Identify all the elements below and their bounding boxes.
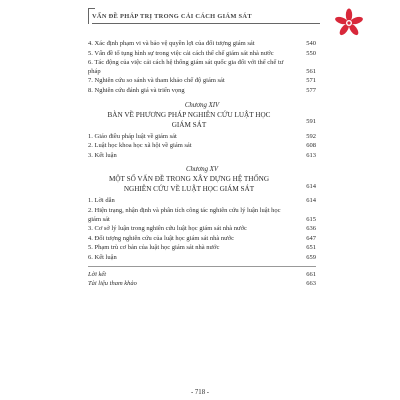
running-header	[66, 6, 334, 26]
header-title: VẤN ĐỀ PHÁP TRỊ TRONG CẢI CÁCH GIÁM SÁT	[92, 13, 252, 20]
toc-entry-page: 661	[306, 270, 316, 278]
chapter-heading-row[interactable]	[88, 110, 316, 130]
toc-entry[interactable]	[88, 40, 316, 49]
toc-entry-page: 540	[306, 40, 316, 47]
toc-entry-text: 2. Hiện trạng, nhận định và phân tích công tác nghiên cứu lý luận luật học giám sát	[88, 206, 281, 223]
toc-entry-page: 615	[306, 215, 316, 223]
toc-entry-page: 663	[306, 280, 316, 288]
toc-entry-text: 1. Lời dẫn	[88, 197, 115, 205]
toc-entry-text: 6. Tác động của việc cải cách hệ thống giám sát quốc gia đối với thể chế tư pháp	[88, 59, 284, 75]
toc-entry[interactable]	[88, 207, 316, 224]
toc-entry-page: 561	[306, 67, 316, 75]
toc-entry[interactable]	[88, 197, 316, 206]
toc-entry-text: 5. Phạm trù cơ bản của luật học giám sát nhà nước	[88, 244, 220, 252]
toc-entry[interactable]	[88, 142, 316, 151]
table-of-contents	[88, 40, 316, 289]
chapter-title-page: 614	[306, 182, 316, 190]
toc-entry[interactable]	[88, 254, 316, 263]
toc-entry-page: 614	[306, 197, 316, 205]
toc-entry-text: Lời kết	[88, 270, 107, 278]
toc-entry-text: 3. Kết luận	[88, 151, 117, 159]
chapter-title: MỘT SỐ VẤN ĐỀ TRONG XÂY DỰNG HỆ THỐNG NGHIÊN CỨU VỀ LUẬT HỌC GIÁM SÁT	[108, 175, 270, 194]
toc-entry-page: 651	[306, 244, 316, 252]
toc-entry-afterword[interactable]	[88, 271, 316, 280]
chapter-title: BÀN VỀ PHƯƠNG PHÁP NGHIÊN CỨU LUẬT HỌC GIÁM SÁT	[107, 110, 271, 129]
toc-entry-page: 613	[306, 151, 316, 159]
toc-entry[interactable]	[88, 152, 316, 161]
toc-entry[interactable]	[88, 50, 316, 59]
toc-entry-text: 4. Đối tượng nghiên cứu của luật học giám sát nhà nước	[88, 234, 234, 242]
toc-entry[interactable]	[88, 244, 316, 253]
toc-entry[interactable]	[88, 59, 316, 76]
toc-entry[interactable]	[88, 235, 316, 244]
toc-entry-text: 4. Xác định phạm vi và bảo vệ quyền lợi của đối tượng giám sát	[88, 40, 255, 47]
page-number: - 718 -	[190, 389, 210, 396]
toc-entry[interactable]	[88, 225, 316, 234]
chapter-number: Chương XV	[185, 166, 219, 174]
toc-entry-page: 659	[306, 253, 316, 261]
toc-entry-page: 592	[306, 132, 316, 140]
chapter-title-page: 591	[306, 117, 316, 125]
toc-entry-text: 3. Cơ sở lý luận trong nghiên cứu luật học giám sát nhà nước	[88, 225, 247, 233]
toc-entry-text: 2. Luật học khoa học xã hội về giám sát	[88, 142, 192, 150]
red-flower-emblem-icon	[334, 8, 364, 38]
toc-entry-page: 571	[306, 77, 316, 85]
header-rule	[92, 23, 320, 24]
toc-entry-text: Tài liệu tham khảo	[88, 280, 137, 288]
toc-entry[interactable]	[88, 87, 316, 96]
toc-entry-page: 577	[306, 86, 316, 94]
toc-entry-page: 608	[306, 142, 316, 150]
toc-entry-page: 550	[306, 49, 316, 57]
toc-entry-references[interactable]	[88, 280, 316, 289]
toc-entry-text: 6. Kết luận	[88, 253, 117, 261]
section-divider	[88, 266, 316, 267]
toc-entry[interactable]	[88, 133, 316, 142]
toc-entry[interactable]	[88, 77, 316, 86]
toc-entry-text: 5. Vấn đề tố tụng hình sự trong việc cải cách thể chế giám sát nhà nước	[88, 49, 274, 57]
toc-entry-text: 1. Giáo điều pháp luật về giám sát	[88, 132, 177, 140]
chapter-heading-row[interactable]	[88, 174, 316, 194]
toc-entry-text: 7. Nghiên cứu so sánh và tham khảo chế độ giám sát	[88, 77, 225, 85]
toc-entry-text: 8. Nghiên cứu đánh giá và triển vọng	[88, 86, 185, 94]
chapter-number: Chương XIV	[184, 101, 220, 109]
toc-entry-page: 636	[306, 225, 316, 233]
toc-entry-page: 647	[306, 234, 316, 242]
